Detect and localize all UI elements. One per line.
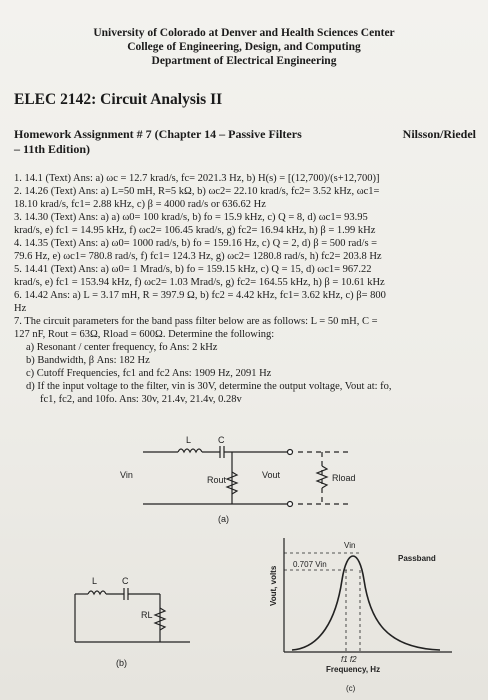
problem-5-line: 5. 14.41 (Text) Ans: a) ω0= 1 Mrad/s, b) fo = 159.15 kHz, c) Q = 15, d) ωc1= 967.22 bbox=[14, 264, 372, 275]
subitem-c: c) Cutoff Frequencies, fc1 and fc2 Ans: 1909 Hz, 2091 Hz bbox=[26, 368, 272, 379]
fig-c-caption: (c) bbox=[346, 684, 356, 693]
fig-c-level: 0.707 Vin bbox=[293, 560, 327, 569]
fig-a-L: L bbox=[186, 435, 192, 445]
fig-c-ticks: f1 f2 bbox=[341, 655, 357, 664]
assignment-title: Homework Assignment # 7 (Chapter 14 – Passive Filters bbox=[14, 127, 302, 141]
college-name: College of Engineering, Design, and Computing bbox=[127, 41, 361, 53]
fig-a-rout: Rout bbox=[207, 475, 227, 485]
figure-b-circuit bbox=[75, 588, 190, 642]
problem-6-cont: Hz bbox=[14, 303, 27, 314]
fig-c-ylabel: Vout, volts bbox=[269, 565, 278, 606]
figure-c-labels bbox=[269, 541, 436, 693]
fig-a-vout: Vout bbox=[262, 470, 281, 480]
assignment-authors: Nilsson/Riedel bbox=[402, 127, 476, 141]
problem-4-cont: 79.6 Hz, e) ωc1= 780.8 rad/s, f) fc1= 124.3 Hz, g) ωc2= 1280.8 rad/s, h) fc2= 203.8 Hz bbox=[14, 251, 382, 262]
problem-4-line: 4. 14.35 (Text) Ans: a) ω0= 1000 rad/s, b) fo = 159.16 Hz, c) Q = 2, d) β = 500 rad/s = bbox=[14, 238, 378, 249]
problem-6-line: 6. 14.42 Ans: a) L = 3.17 mH, R = 397.9 Ω, b) fc2 = 4.42 kHz, fc1= 3.62 kHz, c) β= 800 bbox=[14, 290, 386, 301]
problem-5-cont: krad/s, e) fc1 = 153.94 kHz, f) ωc2= 1.03 Mrad/s, g) fc2= 164.55 kHz, h) β = 10.61 kHz bbox=[14, 277, 385, 288]
course-title: ELEC 2142: Circuit Analysis II bbox=[14, 91, 223, 108]
problem-3-cont: krad/s, e) fc1 = 14.95 kHz, f) ωc2= 106.45 krad/s, g) fc2= 16.94 kHz, h) β = 1.99 kHz bbox=[14, 225, 376, 236]
subitem-b: b) Bandwidth, β Ans: 182 Hz bbox=[26, 355, 150, 366]
inductor-symbol bbox=[178, 449, 202, 452]
subitem-a: a) Resonant / center frequency, fo Ans: 2 kHz bbox=[26, 342, 218, 353]
fig-c-peak: Vin bbox=[344, 541, 356, 550]
rload-resistor bbox=[317, 466, 327, 488]
problem-3-line: 3. 14.30 (Text) Ans: a) a) ω0= 100 krad/s, b) fo = 15.9 kHz, c) Q = 8, d) ωc1= 93.95 bbox=[14, 212, 368, 223]
figure-b-labels bbox=[92, 576, 153, 668]
fig-c-passband: Passband bbox=[398, 554, 436, 563]
problem-2-line: 2. 14.26 (Text) Ans: a) L=50 mH, R=5 kΩ, b) ωc2= 22.10 krad/s, fc2= 3.52 kHz, ωc1= bbox=[14, 186, 380, 197]
fig-c-xlabel: Frequency, Hz bbox=[326, 665, 381, 674]
fig-b-caption: (b) bbox=[116, 658, 127, 668]
problem-1-line: 1. 14.1 (Text) Ans: a) ωc = 12.7 krad/s, fc= 2021.3 Hz, b) H(s) = [(12,700)/(s+12,700)] bbox=[14, 173, 380, 184]
fig-a-caption: (a) bbox=[218, 514, 229, 524]
fig-b-r: RL bbox=[141, 610, 153, 620]
fig-a-rload: Rload bbox=[332, 473, 356, 483]
problem-2-cont: 18.10 krad/s, fc1= 2.88 kHz, c) β = 4000 rad/s or 636.62 Hz bbox=[14, 199, 266, 210]
subitem-d-cont: fc1, fc2, and 10fo. Ans: 30v, 21.4v, 21.4v, 0.28v bbox=[40, 394, 242, 405]
problem-7-line: 7. The circuit parameters for the band pass filter below are as follows: L = 50 mH, C = bbox=[14, 316, 378, 327]
subitem-d: d) If the input voltage to the filter, vin is 30V, determine the output voltage, Vout at: fo, bbox=[26, 381, 392, 392]
fig-a-C: C bbox=[218, 435, 225, 445]
fig-b-C: C bbox=[122, 576, 129, 586]
figure-a-circuit bbox=[143, 446, 352, 507]
department-name: Department of Electrical Engineering bbox=[151, 55, 337, 67]
university-name: University of Colorado at Denver and Health Sciences Center bbox=[93, 27, 395, 39]
fig-b-L: L bbox=[92, 576, 98, 586]
problem-7-cont: 127 nF, Rout = 63Ω, Rload = 600Ω. Determine the following: bbox=[14, 329, 275, 340]
inductor-b bbox=[88, 591, 106, 594]
assignment-edition: – 11th Edition) bbox=[14, 142, 91, 156]
fig-a-vin: Vin bbox=[120, 470, 133, 480]
